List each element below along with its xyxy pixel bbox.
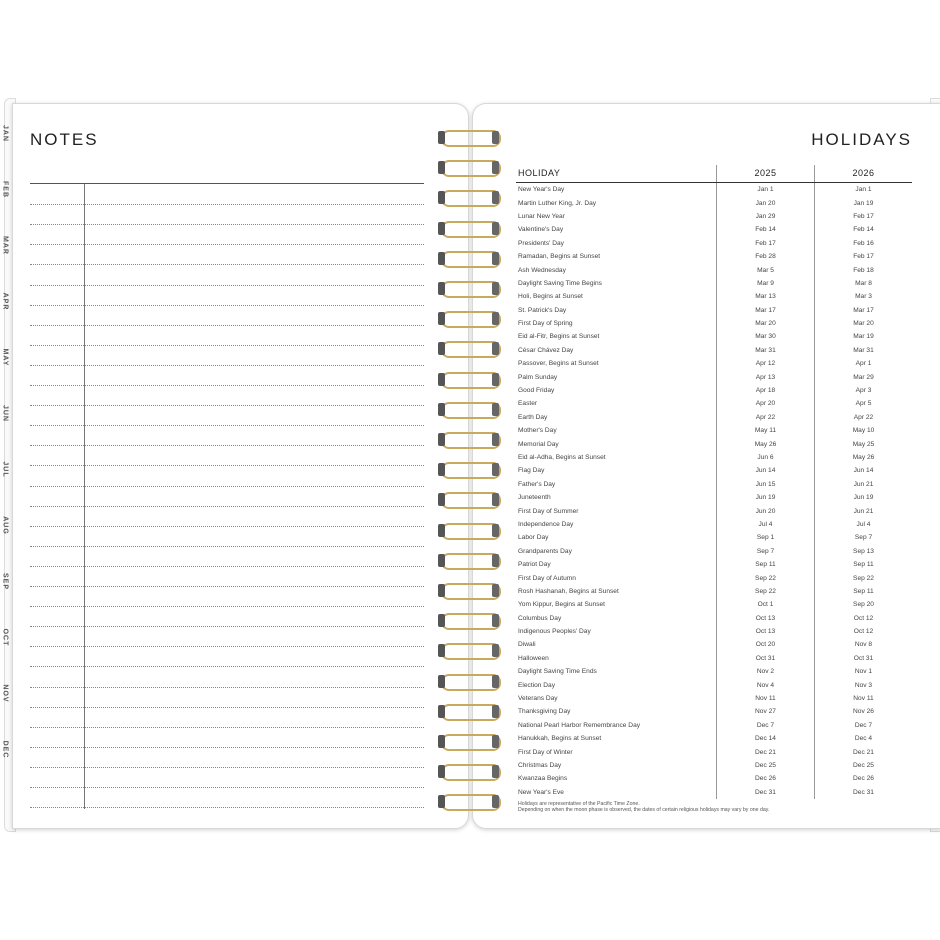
spiral-coil — [437, 641, 503, 661]
holiday-name: Indigenous Peoples' Day — [518, 628, 591, 636]
holiday-name: St. Patrick's Day — [518, 306, 567, 314]
note-line — [30, 566, 424, 567]
date-2025: Sep 22 — [717, 585, 815, 598]
holiday-row — [516, 786, 912, 799]
date-2026: Dec 26 — [815, 772, 913, 785]
holiday-row — [516, 571, 912, 584]
holiday-row — [516, 705, 912, 718]
date-2026: Dec 4 — [815, 732, 913, 745]
holiday-row — [516, 464, 912, 477]
holiday-name: Labor Day — [518, 534, 549, 542]
holiday-name: Holi, Begins at Sunset — [518, 293, 583, 301]
date-2026: Mar 19 — [815, 330, 913, 343]
date-2025: Dec 14 — [717, 732, 815, 745]
date-2025: Mar 30 — [717, 330, 815, 343]
date-2025: Mar 9 — [717, 277, 815, 290]
holiday-row — [516, 384, 912, 397]
holiday-row — [516, 344, 912, 357]
holiday-name: New Year's Day — [518, 186, 565, 194]
month-tab[interactable] — [0, 392, 10, 442]
holiday-row — [516, 183, 912, 197]
month-tab-label: NOV — [1, 684, 9, 703]
date-2026: Jun 21 — [815, 504, 913, 517]
date-2025: Jan 29 — [717, 210, 815, 223]
note-line — [30, 224, 424, 225]
holidays-table — [516, 165, 912, 799]
date-2026: Sep 22 — [815, 571, 913, 584]
date-2025: Dec 21 — [717, 745, 815, 758]
holiday-name: New Year's Eve — [518, 788, 564, 796]
date-2026: Feb 17 — [815, 250, 913, 263]
holiday-row — [516, 759, 912, 772]
date-2026: Oct 12 — [815, 625, 913, 638]
spiral-coil — [437, 490, 503, 510]
date-2025: Mar 5 — [717, 263, 815, 276]
month-tab-label: JUN — [1, 404, 9, 422]
date-2025: Jun 15 — [717, 478, 815, 491]
holiday-row — [516, 585, 912, 598]
date-2026: Dec 31 — [815, 786, 913, 799]
date-2025: Apr 18 — [717, 384, 815, 397]
note-line — [30, 244, 424, 245]
date-2025: Oct 31 — [717, 652, 815, 665]
note-line — [30, 727, 424, 728]
month-tab-label: DEC — [1, 740, 9, 759]
notes-title: NOTES — [30, 130, 99, 149]
holiday-row — [516, 612, 912, 625]
date-2026: Jul 4 — [815, 518, 913, 531]
month-tab[interactable] — [0, 224, 10, 274]
holiday-name: César Chávez Day — [518, 346, 574, 354]
spiral-coil — [437, 762, 503, 782]
month-tab-label: FEB — [1, 181, 9, 198]
holiday-name: First Day of Winter — [518, 748, 573, 756]
month-tab-label: OCT — [1, 628, 9, 647]
date-2025: Sep 22 — [717, 571, 815, 584]
holiday-name: Election Day — [518, 681, 556, 689]
spiral-coil — [437, 128, 503, 148]
holiday-name: Earth Day — [518, 413, 548, 421]
date-2026: Apr 1 — [815, 357, 913, 370]
note-line — [30, 285, 424, 286]
holiday-name: Columbus Day — [518, 614, 562, 622]
holiday-row — [516, 491, 912, 504]
note-line — [30, 546, 424, 547]
date-2025: Sep 1 — [717, 531, 815, 544]
month-tab-label: JUL — [1, 461, 9, 478]
note-line — [30, 506, 424, 507]
holiday-row — [516, 411, 912, 424]
date-2025: Dec 26 — [717, 772, 815, 785]
date-2025: Oct 13 — [717, 625, 815, 638]
holiday-row — [516, 732, 912, 745]
holiday-name: Valentine's Day — [518, 226, 564, 234]
date-2025: Apr 12 — [717, 357, 815, 370]
note-line — [30, 646, 424, 647]
month-tab-label: AUG — [1, 516, 9, 535]
note-line — [30, 345, 424, 346]
holiday-name: Veterans Day — [518, 695, 558, 703]
date-2025: Oct 1 — [717, 598, 815, 611]
date-2025: Jun 19 — [717, 491, 815, 504]
holiday-row — [516, 545, 912, 558]
note-line — [30, 707, 424, 708]
holiday-row — [516, 317, 912, 330]
date-2026: Sep 11 — [815, 585, 913, 598]
date-2025: Mar 13 — [717, 290, 815, 303]
holiday-row — [516, 237, 912, 250]
holiday-name: Halloween — [518, 654, 549, 662]
holiday-row — [516, 638, 912, 651]
date-2026: Apr 3 — [815, 384, 913, 397]
spiral-coil — [437, 309, 503, 329]
holiday-row — [516, 518, 912, 531]
holiday-name: Mother's Day — [518, 427, 557, 435]
note-line — [30, 264, 424, 265]
holiday-name: Ramadan, Begins at Sunset — [518, 253, 601, 261]
note-line — [30, 465, 424, 466]
holiday-name: Hanukkah, Begins at Sunset — [518, 735, 602, 743]
date-2025: Feb 17 — [717, 237, 815, 250]
spiral-coil — [437, 732, 503, 752]
month-tab[interactable] — [0, 616, 10, 666]
holiday-name: Flag Day — [518, 467, 545, 475]
date-2026: May 25 — [815, 437, 913, 450]
holiday-row — [516, 357, 912, 370]
date-2025: Dec 7 — [717, 719, 815, 732]
date-2026: Sep 20 — [815, 598, 913, 611]
holiday-row — [516, 531, 912, 544]
spiral-coil — [437, 158, 503, 178]
spiral-coil — [437, 611, 503, 631]
date-2026: Nov 1 — [815, 665, 913, 678]
holidays-title: HOLIDAYS — [811, 130, 912, 149]
footnote-line: Holidays are representative of the Pacific Time Zone. — [518, 801, 640, 807]
date-2026: Sep 11 — [815, 558, 913, 571]
date-2026: Jun 21 — [815, 478, 913, 491]
spiral-coil — [437, 581, 503, 601]
date-2026: Nov 11 — [815, 692, 913, 705]
date-2025: Apr 13 — [717, 370, 815, 383]
holiday-row — [516, 719, 912, 732]
date-2026: Mar 29 — [815, 370, 913, 383]
date-2025: Jun 6 — [717, 451, 815, 464]
month-tab[interactable] — [0, 112, 10, 162]
date-2025: Nov 27 — [717, 705, 815, 718]
holiday-row — [516, 263, 912, 276]
holiday-name: Independence Day — [518, 520, 574, 528]
spiral-coil — [437, 430, 503, 450]
holiday-row — [516, 665, 912, 678]
note-line — [30, 385, 424, 386]
holiday-name: Christmas Day — [518, 761, 562, 769]
date-2026: Mar 3 — [815, 290, 913, 303]
note-line — [30, 425, 424, 426]
date-2025: Sep 7 — [717, 545, 815, 558]
date-2026: Mar 31 — [815, 344, 913, 357]
holiday-row — [516, 625, 912, 638]
spiral-coil — [437, 521, 503, 541]
spiral-coil — [437, 702, 503, 722]
holiday-name: First Day of Summer — [518, 507, 579, 515]
holiday-row — [516, 330, 912, 343]
holiday-row — [516, 437, 912, 450]
month-tab[interactable] — [0, 280, 10, 330]
date-2025: Feb 14 — [717, 223, 815, 236]
date-2025: Mar 17 — [717, 304, 815, 317]
date-2026: Feb 16 — [815, 237, 913, 250]
holiday-name: Ash Wednesday — [518, 266, 566, 274]
date-2025: Jan 20 — [717, 196, 815, 209]
holiday-name: National Pearl Harbor Remembrance Day — [518, 721, 641, 729]
month-tab-label: JAN — [1, 124, 9, 142]
month-tab[interactable] — [0, 168, 10, 218]
month-tab-label: APR — [1, 292, 9, 311]
notes-margin-line — [84, 184, 85, 809]
date-2026: Feb 14 — [815, 223, 913, 236]
note-line — [30, 787, 424, 788]
month-tab-label: MAY — [1, 348, 9, 367]
date-2026: May 10 — [815, 424, 913, 437]
holiday-name: Easter — [518, 400, 538, 408]
month-tab-label: MAR — [1, 236, 9, 255]
spiral-coil — [437, 249, 503, 269]
holiday-row — [516, 558, 912, 571]
spiral-binding — [437, 128, 503, 818]
holiday-name: Juneteenth — [518, 494, 551, 502]
holiday-row — [516, 598, 912, 611]
date-2025: Sep 11 — [717, 558, 815, 571]
date-2026: Apr 5 — [815, 397, 913, 410]
holiday-row — [516, 210, 912, 223]
holiday-row — [516, 478, 912, 491]
note-line — [30, 807, 424, 808]
holiday-name: Kwanzaa Begins — [518, 775, 568, 783]
spiral-coil — [437, 551, 503, 571]
holiday-name: Good Friday — [518, 387, 555, 395]
holiday-row — [516, 304, 912, 317]
note-line — [30, 666, 424, 667]
date-2026: Dec 7 — [815, 719, 913, 732]
date-2026: Apr 22 — [815, 411, 913, 424]
date-2026: Sep 7 — [815, 531, 913, 544]
holiday-row — [516, 745, 912, 758]
holiday-name: Grandparents Day — [518, 547, 572, 555]
note-line — [30, 445, 424, 446]
month-tab[interactable] — [0, 728, 10, 778]
date-2026: Oct 12 — [815, 612, 913, 625]
holiday-row — [516, 370, 912, 383]
note-line — [30, 586, 424, 587]
spiral-coil — [437, 400, 503, 420]
holiday-row — [516, 290, 912, 303]
holiday-row — [516, 397, 912, 410]
note-line — [30, 305, 424, 306]
date-2025: Nov 11 — [717, 692, 815, 705]
holiday-name: Palm Sunday — [518, 373, 558, 381]
date-2026: Nov 26 — [815, 705, 913, 718]
note-line — [30, 687, 424, 688]
holiday-name: Daylight Saving Time Begins — [518, 279, 602, 287]
spiral-coil — [437, 370, 503, 390]
spiral-coil — [437, 219, 503, 239]
column-header-2026: 2026 — [815, 165, 913, 183]
note-line — [30, 526, 424, 527]
holiday-name: First Day of Spring — [518, 320, 573, 328]
holiday-row — [516, 424, 912, 437]
date-2025: Jun 20 — [717, 504, 815, 517]
date-2025: Nov 4 — [717, 678, 815, 691]
holidays-footnote — [518, 801, 769, 814]
holiday-name: Martin Luther King, Jr. Day — [518, 199, 597, 207]
spiral-coil — [437, 672, 503, 692]
month-tab[interactable] — [0, 560, 10, 610]
holidays-header-row — [516, 165, 912, 183]
date-2026: Nov 8 — [815, 638, 913, 651]
date-2025: Mar 31 — [717, 344, 815, 357]
date-2026: Dec 21 — [815, 745, 913, 758]
date-2025: Feb 28 — [717, 250, 815, 263]
date-2026: Jan 1 — [815, 183, 913, 197]
holiday-name: Presidents' Day — [518, 239, 564, 247]
date-2026: Nov 3 — [815, 678, 913, 691]
footnote-line: Depending on when the moon phase is observed, the dates of certain religious holidays may vary by one day. — [518, 807, 770, 814]
date-2026: Feb 17 — [815, 210, 913, 223]
holiday-name: Eid al-Adha, Begins at Sunset — [518, 454, 606, 461]
date-2026: Sep 13 — [815, 545, 913, 558]
date-2025: Jul 4 — [717, 518, 815, 531]
date-2026: Jan 19 — [815, 196, 913, 209]
date-2025: Apr 22 — [717, 411, 815, 424]
date-2025: May 26 — [717, 437, 815, 450]
holiday-row — [516, 451, 912, 464]
note-line — [30, 325, 424, 326]
date-2025: Jun 14 — [717, 464, 815, 477]
month-tab[interactable] — [0, 336, 10, 386]
holiday-row — [516, 772, 912, 785]
month-tab[interactable] — [0, 672, 10, 722]
holiday-row — [516, 196, 912, 209]
date-2025: Nov 2 — [717, 665, 815, 678]
spiral-coil — [437, 339, 503, 359]
date-2026: Jun 19 — [815, 491, 913, 504]
date-2026: Feb 18 — [815, 263, 913, 276]
date-2026: Dec 25 — [815, 759, 913, 772]
holiday-row — [516, 678, 912, 691]
date-2025: May 11 — [717, 424, 815, 437]
date-2025: Apr 20 — [717, 397, 815, 410]
date-2026: Mar 17 — [815, 304, 913, 317]
holiday-name: Rosh Hashanah, Begins at Sunset — [518, 587, 619, 595]
holiday-name: Eid al-Fitr, Begins at Sunset — [518, 333, 600, 341]
month-tab[interactable] — [0, 504, 10, 554]
holiday-row — [516, 652, 912, 665]
date-2025: Jan 1 — [717, 183, 815, 197]
holiday-name: Patriot Day — [518, 561, 551, 569]
spiral-coil — [437, 188, 503, 208]
holiday-name: Yom Kippur, Begins at Sunset — [518, 601, 605, 609]
date-2025: Dec 25 — [717, 759, 815, 772]
spiral-coil — [437, 279, 503, 299]
date-2025: Oct 20 — [717, 638, 815, 651]
note-line — [30, 204, 424, 205]
date-2025: Oct 13 — [717, 612, 815, 625]
date-2026: Oct 31 — [815, 652, 913, 665]
holiday-name: Memorial Day — [518, 440, 559, 448]
column-header-holiday: HOLIDAY — [516, 165, 717, 183]
column-header-2025: 2025 — [717, 165, 815, 183]
note-line — [30, 486, 424, 487]
note-line — [30, 405, 424, 406]
holiday-name: Father's Day — [518, 480, 556, 488]
note-line — [30, 365, 424, 366]
notes-lined-area[interactable] — [30, 183, 424, 809]
holiday-name: First Day of Autumn — [518, 574, 576, 582]
holiday-name: Lunar New Year — [518, 212, 565, 220]
holiday-row — [516, 504, 912, 517]
holiday-name: Daylight Saving Time Ends — [518, 668, 597, 676]
spiral-coil — [437, 460, 503, 480]
holiday-name: Diwali — [518, 641, 536, 649]
note-line — [30, 626, 424, 627]
holiday-name: Passover, Begins at Sunset — [518, 360, 599, 368]
spiral-coil — [437, 792, 503, 812]
date-2025: Dec 31 — [717, 786, 815, 799]
note-line — [30, 606, 424, 607]
date-2026: Mar 20 — [815, 317, 913, 330]
note-line — [30, 747, 424, 748]
note-line — [30, 767, 424, 768]
date-2026: Mar 8 — [815, 277, 913, 290]
date-2026: Jun 14 — [815, 464, 913, 477]
holiday-row — [516, 277, 912, 290]
date-2025: Mar 20 — [717, 317, 815, 330]
holiday-row — [516, 692, 912, 705]
holiday-name: Thanksgiving Day — [518, 708, 571, 716]
holiday-row — [516, 250, 912, 263]
month-tab[interactable] — [0, 448, 10, 498]
month-tab-label: SEP — [1, 572, 9, 590]
date-2026: May 26 — [815, 451, 913, 464]
holiday-row — [516, 223, 912, 236]
